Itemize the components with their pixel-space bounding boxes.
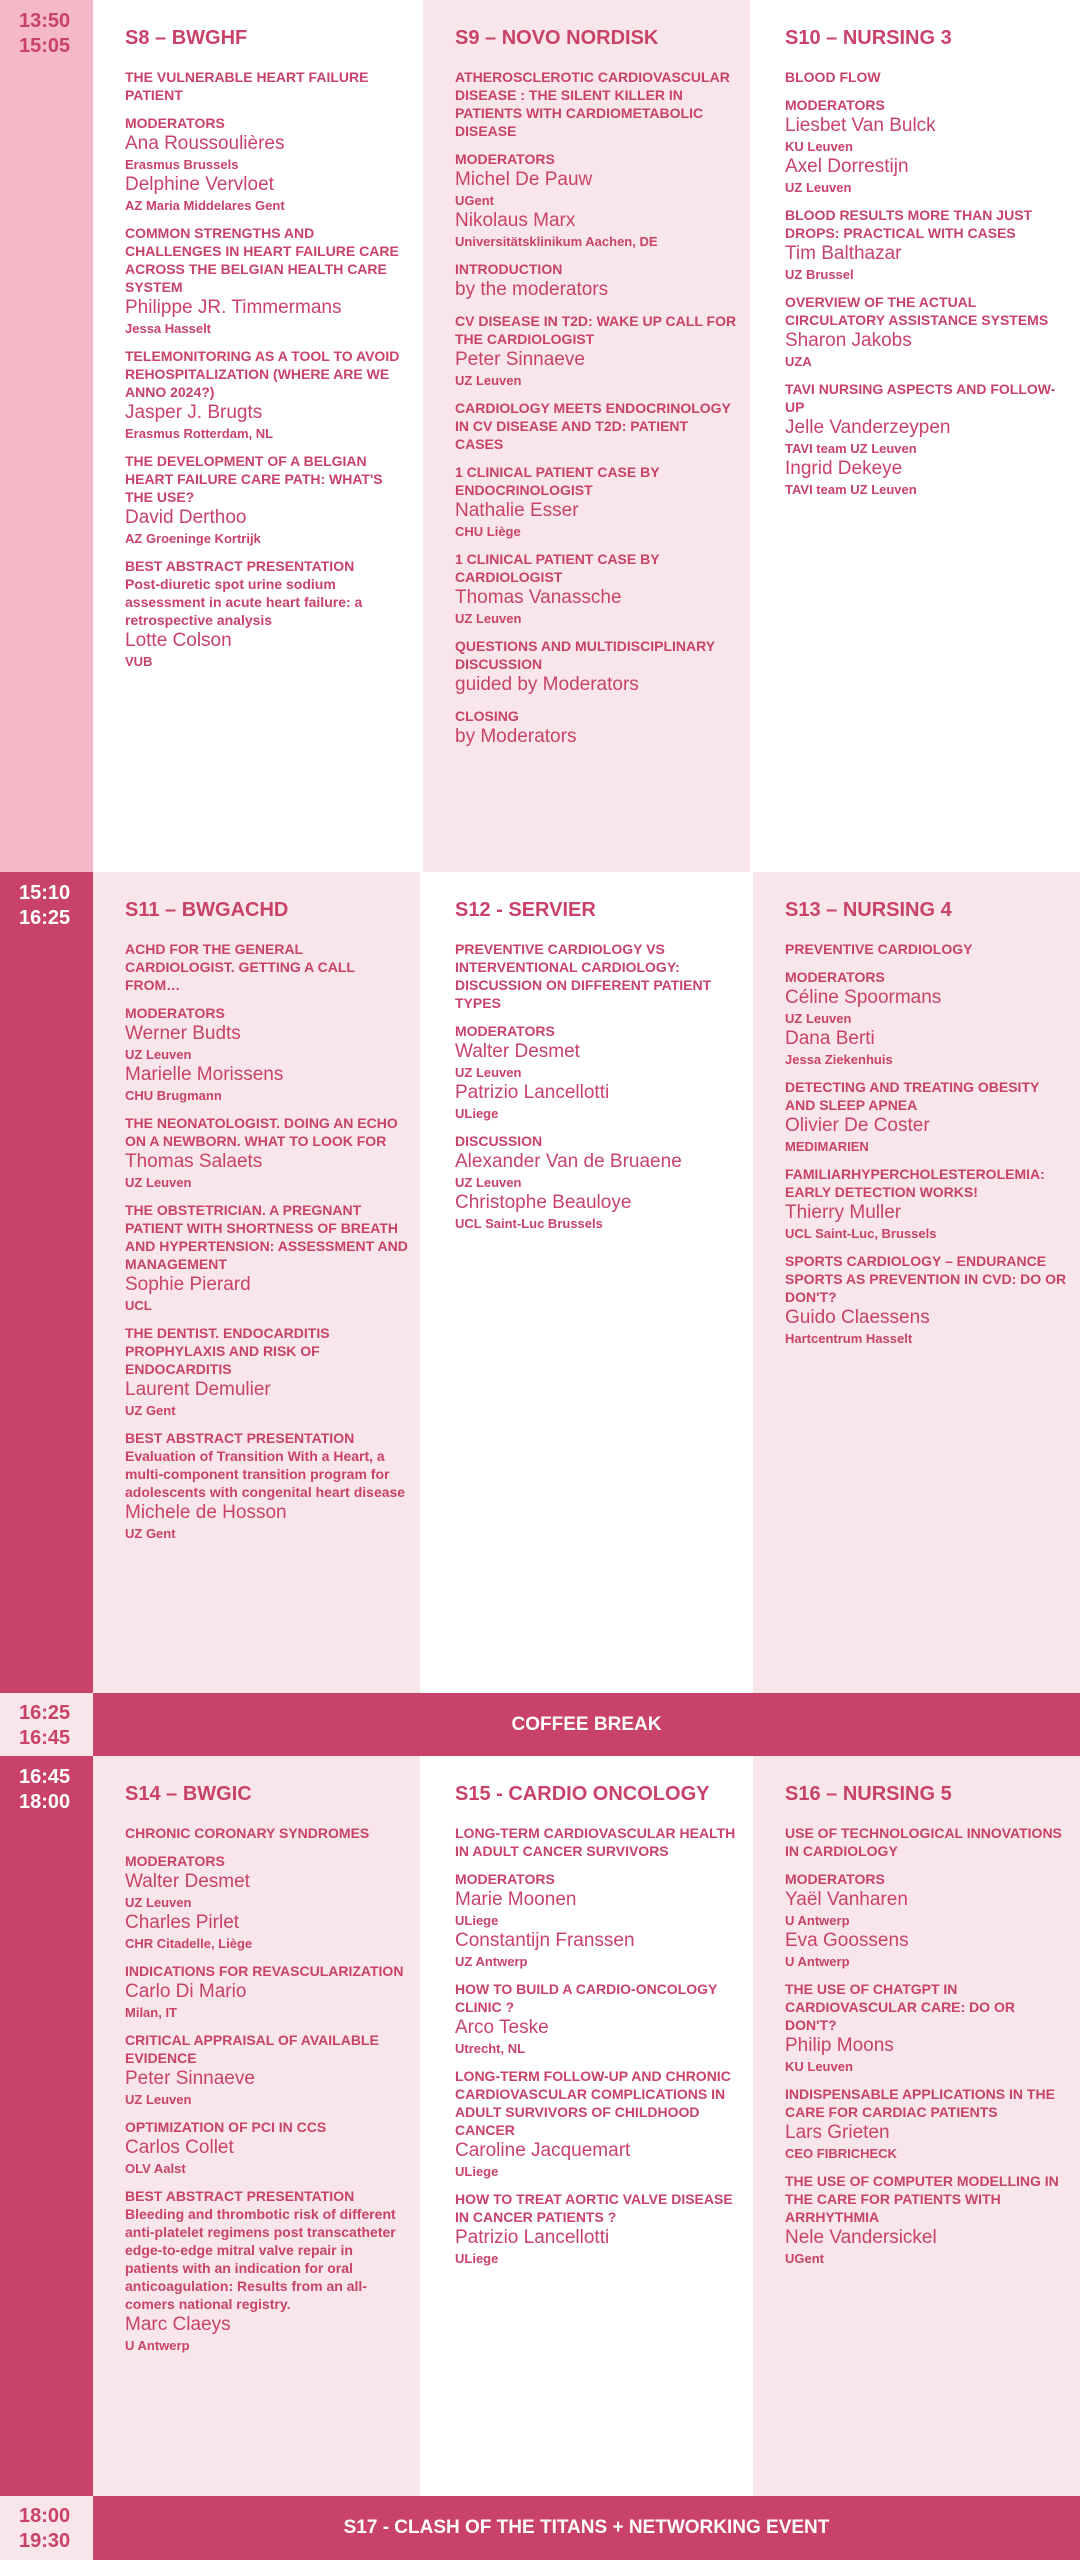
item-title: USE OF TECHNOLOGICAL INNOVATIONS IN CARDIOLOGY xyxy=(785,1825,1062,1859)
time-end: 19:30 xyxy=(19,2530,71,2552)
speaker-name: Patrizio Lancellotti xyxy=(455,1082,610,1103)
item-title: 1 CLINICAL PATIENT CASE BY CARDIOLOGIST xyxy=(455,551,660,585)
agenda-item xyxy=(455,1980,740,2057)
speaker-name: Lars Grieten xyxy=(785,2122,890,2143)
speaker-name: Michele de Hosson xyxy=(125,1502,287,1523)
item-title: THE DENTIST. ENDOCARDITIS PROPHYLAXIS AND RISK OF ENDOCARDITIS xyxy=(125,1325,330,1377)
item-title: 1 CLINICAL PATIENT CASE BY ENDOCRINOLOGIST xyxy=(455,464,660,498)
speaker-affiliation: CHU Liège xyxy=(455,524,521,539)
speaker-name: Marielle Morissens xyxy=(125,1064,284,1085)
time-range xyxy=(19,1765,70,1815)
agenda-item xyxy=(785,96,1070,196)
session-column xyxy=(93,0,420,872)
agenda-item xyxy=(455,312,740,389)
speaker-name: Philippe JR. Timmermans xyxy=(125,297,342,318)
item-title: ATHEROSCLEROTIC CARDIOVASCULAR DISEASE : THE SILENT KILLER IN PATIENTS WITH CARDIOMETABOLIC DISEASE xyxy=(455,69,730,139)
time-end: 18:00 xyxy=(19,1791,71,1813)
agenda-item xyxy=(455,550,740,627)
agenda-item xyxy=(455,1022,740,1122)
item-title: DISCUSSION xyxy=(455,1133,543,1149)
speaker-affiliation: Erasmus Brussels xyxy=(125,157,239,172)
item-title: INDISPENSABLE APPLICATIONS IN THE CARE FOR CARDIAC PATIENTS xyxy=(785,2086,1055,2120)
time-end: 16:45 xyxy=(19,1727,71,1749)
speaker-name: Axel Dorrestijn xyxy=(785,156,909,177)
agenda-item xyxy=(125,1201,410,1314)
item-title: MODERATORS xyxy=(455,151,555,167)
speaker-affiliation: UZ Brussel xyxy=(785,267,854,282)
time-column xyxy=(0,2496,93,2560)
item-title: OVERVIEW OF THE ACTUAL CIRCULATORY ASSISTANCE SYSTEMS xyxy=(785,294,1049,328)
speaker-name: Peter Sinnaeve xyxy=(125,2068,255,2089)
speaker-name: Tim Balthazar xyxy=(785,243,902,264)
session-column xyxy=(753,0,1080,872)
item-title: HOW TO BUILD A CARDIO-ONCOLOGY CLINIC ? xyxy=(455,1981,718,2015)
speaker-affiliation: U Antwerp xyxy=(785,1913,850,1928)
time-range xyxy=(19,2504,70,2554)
speaker-name: Nathalie Esser xyxy=(455,500,579,521)
speaker-affiliation: U Antwerp xyxy=(785,1954,850,1969)
agenda-item xyxy=(125,940,410,994)
speaker-name: Christophe Beauloye xyxy=(455,1192,632,1213)
time-start: 16:25 xyxy=(19,1702,71,1724)
speaker-name: Patrizio Lancellotti xyxy=(455,2227,610,2248)
session-column xyxy=(753,1756,1080,2496)
speaker-name: Lotte Colson xyxy=(125,630,232,651)
speaker-name: Alexander Van de Bruaene xyxy=(455,1151,682,1172)
speaker-name: Dana Berti xyxy=(785,1028,875,1049)
speaker-name: Caroline Jacquemart xyxy=(455,2140,631,2161)
speaker-name: Sophie Pierard xyxy=(125,1274,251,1295)
speaker-name: Carlo Di Mario xyxy=(125,1981,247,2002)
item-title: PREVENTIVE CARDIOLOGY xyxy=(785,941,973,957)
speaker-affiliation: ULiege xyxy=(455,1913,499,1928)
speaker-name: Jasper J. Brugts xyxy=(125,402,263,423)
speaker-affiliation: Milan, IT xyxy=(125,2005,177,2020)
speaker-name: Eva Goossens xyxy=(785,1930,909,1951)
speaker-name: guided by Moderators xyxy=(455,674,639,695)
agenda-item xyxy=(785,1078,1070,1155)
item-title: BEST ABSTRACT PRESENTATION xyxy=(125,558,355,574)
agenda-item xyxy=(785,968,1070,1068)
session-title: S12 - SERVIER xyxy=(455,899,596,921)
speaker-affiliation: UGent xyxy=(785,2251,824,2266)
session-column xyxy=(423,872,750,1693)
agenda-item xyxy=(785,1980,1070,2075)
speaker-affiliation: UZ Leuven xyxy=(125,2092,192,2107)
speaker-name: Ingrid Dekeye xyxy=(785,458,903,479)
agenda-item xyxy=(125,1824,410,1842)
agenda-item xyxy=(125,452,410,547)
item-title: HOW TO TREAT AORTIC VALVE DISEASE IN CANCER PATIENTS ? xyxy=(455,2191,733,2225)
agenda-item xyxy=(125,1004,410,1104)
agenda-item xyxy=(455,150,740,250)
item-title: CV DISEASE IN T2D: WAKE UP CALL FOR THE CARDIOLOGIST xyxy=(455,313,737,347)
item-title: INTRODUCTION xyxy=(455,261,563,277)
agenda-item xyxy=(785,1824,1070,1860)
agenda-item xyxy=(455,1132,740,1232)
item-title: THE VULNERABLE HEART FAILURE PATIENT xyxy=(125,69,369,103)
item-title: CLOSING xyxy=(455,708,519,724)
agenda-item xyxy=(785,2085,1070,2162)
speaker-affiliation: UZ Leuven xyxy=(455,1065,522,1080)
agenda-item xyxy=(125,557,410,670)
speaker-name: Laurent Demulier xyxy=(125,1379,271,1400)
time-block-2 xyxy=(0,872,1080,1693)
time-range xyxy=(19,881,70,931)
speaker-affiliation: CEO FIBRICHECK xyxy=(785,2146,897,2161)
agenda-item xyxy=(455,1870,740,1970)
time-range xyxy=(19,9,70,59)
item-title: BLOOD RESULTS MORE THAN JUST DROPS: PRACTICAL WITH CASES xyxy=(785,207,1033,241)
agenda-item xyxy=(455,2067,740,2180)
item-title: PREVENTIVE CARDIOLOGY VS INTERVENTIONAL CARDIOLOGY: DISCUSSION ON DIFFERENT PATIENT TYPES xyxy=(455,941,712,1011)
item-title: MODERATORS xyxy=(125,1853,225,1869)
item-title: CHRONIC CORONARY SYNDROMES xyxy=(125,1825,370,1841)
speaker-affiliation: ULiege xyxy=(455,1106,499,1121)
item-title: BEST ABSTRACT PRESENTATION xyxy=(125,2188,355,2204)
speaker-name: by Moderators xyxy=(455,726,577,747)
agenda-item xyxy=(785,940,1070,958)
agenda-item xyxy=(455,463,740,540)
speaker-affiliation: UZ Leuven xyxy=(125,1895,192,1910)
speaker-affiliation: KU Leuven xyxy=(785,139,853,154)
agenda-item xyxy=(125,1852,410,1952)
speaker-affiliation: Utrecht, NL xyxy=(455,2041,526,2056)
speaker-name: Werner Budts xyxy=(125,1023,241,1044)
speaker-name: Sharon Jakobs xyxy=(785,330,912,351)
session-title: S11 – BWGACHD xyxy=(125,899,289,921)
item-title: SPORTS CARDIOLOGY – ENDURANCE SPORTS AS PREVENTION IN CVD: DO OR DON'T? xyxy=(785,1253,1067,1305)
time-start: 13:50 xyxy=(19,10,71,32)
item-title: BLOOD FLOW xyxy=(785,69,881,85)
item-title: THE DEVELOPMENT OF A BELGIAN HEART FAILURE CARE PATH: WHAT'S THE USE? xyxy=(125,453,383,505)
item-title: THE USE OF CHATGPT IN CARDIOVASCULAR CARE: DO OR DON'T? xyxy=(785,1981,1015,2033)
speaker-affiliation: UZ Gent xyxy=(125,1403,176,1418)
agenda-item xyxy=(785,2172,1070,2267)
agenda-item xyxy=(455,1824,740,1860)
speaker-affiliation: Jessa Hasselt xyxy=(125,321,212,336)
time-column xyxy=(0,1756,93,2496)
agenda-item xyxy=(785,1252,1070,1347)
item-subtitle: Bleeding and thrombotic risk of different anti-platelet regimens post transcatheter edge-to-edge mitral valve repair in patients with an indication for oral anticoagulation: Results from an all-comers national registry. xyxy=(125,2206,396,2312)
speaker-name: Thomas Salaets xyxy=(125,1151,263,1172)
speaker-affiliation: UCL Saint-Luc, Brussels xyxy=(785,1226,937,1241)
speaker-name: Olivier De Coster xyxy=(785,1115,930,1136)
item-subtitle: Evaluation of Transition With a Heart, a multi-component transition program for adolescents with congenital heart disease xyxy=(125,1448,406,1500)
speaker-affiliation: UZ Leuven xyxy=(785,1011,852,1026)
speaker-name: Delphine Vervloet xyxy=(125,174,274,195)
speaker-affiliation: ULiege xyxy=(455,2251,499,2266)
agenda-item xyxy=(455,637,740,697)
speaker-affiliation: VUB xyxy=(125,654,153,669)
agenda-item xyxy=(125,114,410,214)
speaker-name: Carlos Collet xyxy=(125,2137,234,2158)
speaker-name: by the moderators xyxy=(455,279,609,300)
session-column xyxy=(93,872,420,1693)
speaker-affiliation: UZ Leuven xyxy=(125,1175,192,1190)
speaker-affiliation: Universitätsklinikum Aachen, DE xyxy=(455,234,658,249)
speaker-name: Yaël Vanharen xyxy=(785,1889,908,1910)
speaker-affiliation: KU Leuven xyxy=(785,2059,853,2074)
speaker-affiliation: UGent xyxy=(455,193,494,208)
speaker-affiliation: UZ Leuven xyxy=(785,180,852,195)
agenda-item xyxy=(455,68,740,140)
speaker-name: Arco Teske xyxy=(455,2017,549,2038)
titans-row xyxy=(0,2496,1080,2560)
speaker-affiliation: TAVI team UZ Leuven xyxy=(785,482,917,497)
agenda-item xyxy=(785,380,1070,498)
speaker-affiliation: UZ Leuven xyxy=(455,373,522,388)
agenda-item xyxy=(455,2190,740,2267)
session-title: S14 – BWGIC xyxy=(125,1783,252,1805)
speaker-affiliation: UCL xyxy=(125,1298,152,1313)
agenda-item xyxy=(125,68,410,104)
speaker-affiliation: CHR Citadelle, Liège xyxy=(125,1936,253,1951)
agenda-item xyxy=(125,1429,410,1542)
agenda-item xyxy=(455,399,740,453)
speaker-affiliation: Hartcentrum Hasselt xyxy=(785,1331,913,1346)
agenda-item xyxy=(785,1165,1070,1242)
item-title: BEST ABSTRACT PRESENTATION xyxy=(125,1430,355,1446)
speaker-name: Peter Sinnaeve xyxy=(455,349,585,370)
item-title: LONG-TERM CARDIOVASCULAR HEALTH IN ADULT CANCER SURVIVORS xyxy=(455,1825,736,1859)
speaker-affiliation: UZ Antwerp xyxy=(455,1954,528,1969)
item-title: THE NEONATOLOGIST. DOING AN ECHO ON A NEWBORN. WHAT TO LOOK FOR xyxy=(125,1115,398,1149)
time-end: 16:25 xyxy=(19,907,71,929)
speaker-name: Céline Spoormans xyxy=(785,987,942,1008)
agenda-item xyxy=(125,1324,410,1419)
agenda-item xyxy=(785,293,1070,370)
speaker-name: Ana Roussoulières xyxy=(125,133,285,154)
speaker-name: Walter Desmet xyxy=(125,1871,250,1892)
speaker-affiliation: UZ Gent xyxy=(125,1526,176,1541)
time-column xyxy=(0,872,93,1693)
time-block-3 xyxy=(0,1756,1080,2496)
session-title: S13 – NURSING 4 xyxy=(785,899,952,921)
agenda-item xyxy=(455,707,740,749)
session-column xyxy=(423,0,750,872)
speaker-affiliation: ULiege xyxy=(455,2164,499,2179)
time-end: 15:05 xyxy=(19,35,71,57)
agenda-item xyxy=(125,347,410,442)
agenda-item xyxy=(125,224,410,337)
agenda-item xyxy=(785,206,1070,283)
item-title: CARDIOLOGY MEETS ENDOCRINOLOGY IN CV DISEASE AND T2D: PATIENT CASES xyxy=(455,400,731,452)
item-title: CRITICAL APPRAISAL OF AVAILABLE EVIDENCE xyxy=(125,2032,379,2066)
item-title: THE OBSTETRICIAN. A PREGNANT PATIENT WITH SHORTNESS OF BREATH AND HYPERTENSION: ASSESSMENT AND MANAGEMENT xyxy=(125,1202,408,1272)
session-title: S8 – BWGHF xyxy=(125,27,248,49)
speaker-name: Marie Moonen xyxy=(455,1889,577,1910)
time-start: 18:00 xyxy=(19,2505,71,2527)
item-title: MODERATORS xyxy=(455,1023,555,1039)
speaker-name: Charles Pirlet xyxy=(125,1912,240,1933)
session-column xyxy=(423,1756,750,2496)
agenda-item xyxy=(125,2187,410,2354)
agenda-item xyxy=(455,940,740,1012)
agenda-item xyxy=(125,1962,410,2021)
item-title: INDICATIONS FOR REVASCULARIZATION xyxy=(125,1963,404,1979)
speaker-affiliation: MEDIMARIEN xyxy=(785,1139,869,1154)
item-title: COMMON STRENGTHS AND CHALLENGES IN HEART FAILURE CARE ACROSS THE BELGIAN HEALTH CARE SYSTEM xyxy=(125,225,399,295)
session-title: S10 – NURSING 3 xyxy=(785,27,952,49)
time-start: 16:45 xyxy=(19,1766,71,1788)
speaker-name: Thierry Muller xyxy=(785,1202,902,1223)
item-title: MODERATORS xyxy=(455,1871,555,1887)
speaker-affiliation: UZA xyxy=(785,354,812,369)
speaker-name: Nikolaus Marx xyxy=(455,210,576,231)
speaker-name: Nele Vandersickel xyxy=(785,2227,937,2248)
item-title: MODERATORS xyxy=(785,969,885,985)
speaker-name: David Derthoo xyxy=(125,507,247,528)
speaker-name: Philip Moons xyxy=(785,2035,894,2056)
coffee-break-banner: COFFEE BREAK xyxy=(93,1693,1080,1756)
speaker-affiliation: CHU Brugmann xyxy=(125,1088,222,1103)
speaker-name: Walter Desmet xyxy=(455,1041,580,1062)
speaker-name: Jelle Vanderzeypen xyxy=(785,417,951,438)
speaker-name: Thomas Vanassche xyxy=(455,587,622,608)
speaker-name: Marc Claeys xyxy=(125,2314,231,2335)
item-title: LONG-TERM FOLLOW-UP AND CHRONIC CARDIOVASCULAR COMPLICATIONS IN ADULT SURVIVORS OF CHILDHOOD CANCER xyxy=(455,2068,731,2138)
item-title: QUESTIONS AND MULTIDISCIPLINARY DISCUSSION xyxy=(455,638,715,672)
item-title: TELEMONITORING AS A TOOL TO AVOID REHOSPITALIZATION (WHERE ARE WE ANNO 2024?) xyxy=(125,348,400,400)
speaker-affiliation: UZ Leuven xyxy=(125,1047,192,1062)
time-block-1 xyxy=(0,0,1080,872)
time-start: 15:10 xyxy=(19,882,71,904)
item-title: MODERATORS xyxy=(785,1871,885,1887)
item-title: MODERATORS xyxy=(785,97,885,113)
item-title: MODERATORS xyxy=(125,115,225,131)
speaker-name: Guido Claessens xyxy=(785,1307,930,1328)
time-range xyxy=(19,1701,70,1751)
time-column xyxy=(0,1693,93,1756)
agenda-item xyxy=(785,1870,1070,1970)
speaker-affiliation: AZ Maria Middelares Gent xyxy=(125,198,285,213)
session-title: S16 – NURSING 5 xyxy=(785,1783,952,1805)
item-title: ACHD FOR THE GENERAL CARDIOLOGIST. GETTING A CALL FROM… xyxy=(125,941,355,993)
speaker-name: Michel De Pauw xyxy=(455,169,593,190)
agenda-item xyxy=(455,260,740,302)
item-subtitle: Post-diuretic spot urine sodium assessment in acute heart failure: a retrospective analysis xyxy=(125,576,363,628)
item-title: MODERATORS xyxy=(125,1005,225,1021)
speaker-affiliation: UZ Leuven xyxy=(455,1175,522,1190)
speaker-name: Liesbet Van Bulck xyxy=(785,115,936,136)
coffee-break-row xyxy=(0,1693,1080,1756)
titans-event-banner: S17 - CLASH OF THE TITANS + NETWORKING EVENT xyxy=(93,2496,1080,2560)
session-column xyxy=(93,1756,420,2496)
speaker-affiliation: TAVI team UZ Leuven xyxy=(785,441,917,456)
item-title: DETECTING AND TREATING OBESITY AND SLEEP APNEA xyxy=(785,1079,1040,1113)
item-title: OPTIMIZATION OF PCI IN CCS xyxy=(125,2119,327,2135)
item-title: THE USE OF COMPUTER MODELLING IN THE CARE FOR PATIENTS WITH ARRHYTHMIA xyxy=(785,2173,1059,2225)
session-title: S15 - CARDIO ONCOLOGY xyxy=(455,1783,710,1805)
session-column xyxy=(753,872,1080,1693)
speaker-affiliation: OLV Aalst xyxy=(125,2161,186,2176)
speaker-affiliation: UCL Saint-Luc Brussels xyxy=(455,1216,603,1231)
session-title: S9 – NOVO NORDISK xyxy=(455,27,659,49)
speaker-affiliation: Jessa Ziekenhuis xyxy=(785,1052,893,1067)
speaker-affiliation: Erasmus Rotterdam, NL xyxy=(125,426,274,441)
agenda-item xyxy=(785,68,1070,86)
speaker-name: Constantijn Franssen xyxy=(455,1930,635,1951)
agenda-item xyxy=(125,2031,410,2108)
speaker-affiliation: AZ Groeninge Kortrijk xyxy=(125,531,261,546)
speaker-affiliation: U Antwerp xyxy=(125,2338,190,2353)
speaker-affiliation: UZ Leuven xyxy=(455,611,522,626)
item-title: TAVI NURSING ASPECTS AND FOLLOW-UP xyxy=(785,381,1056,415)
time-column xyxy=(0,0,93,872)
agenda-item xyxy=(125,1114,410,1191)
agenda-item xyxy=(125,2118,410,2177)
item-title: FAMILIARHYPERCHOLESTEROLEMIA: EARLY DETECTION WORKS! xyxy=(785,1166,1045,1200)
